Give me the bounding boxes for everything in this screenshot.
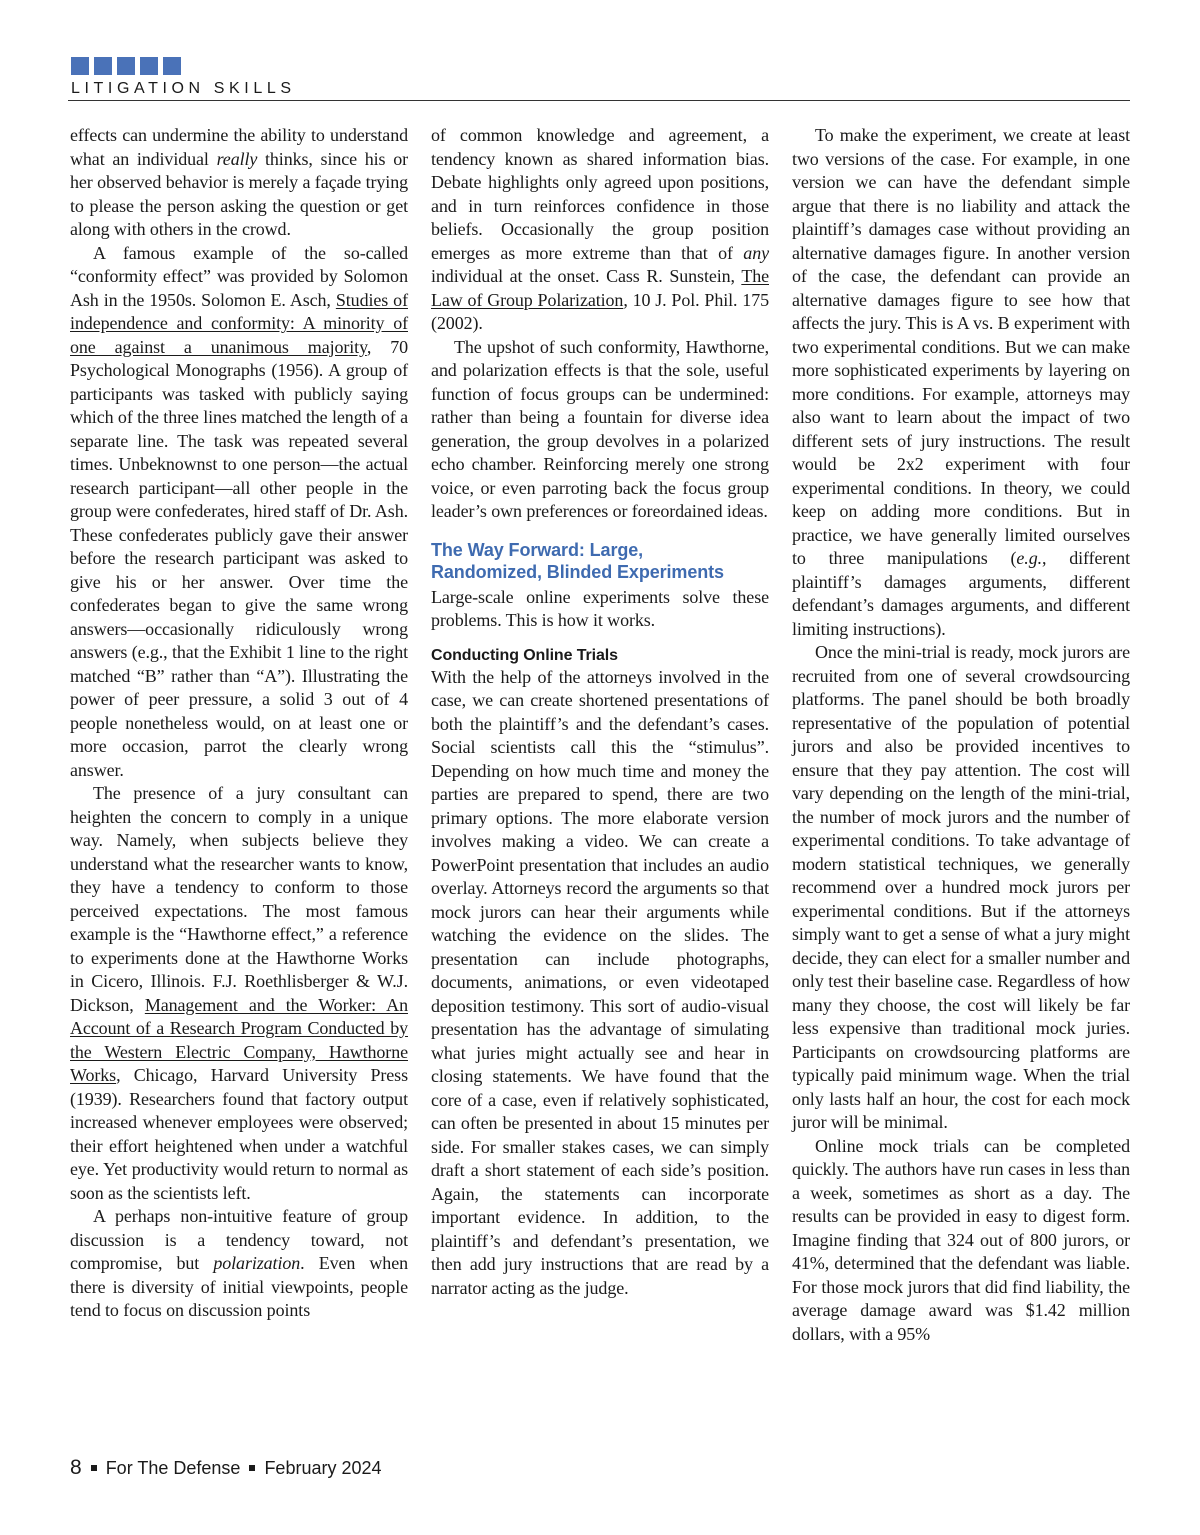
section-label: LITIGATION SKILLS — [71, 80, 296, 97]
column-2 — [431, 124, 769, 1300]
column-1 — [70, 124, 408, 1323]
citation-link: Management and the Worker: An Account of a Research Program Conducted by the Western Electric Company, Hawthorne Works — [70, 994, 408, 1085]
square-icon — [71, 57, 89, 75]
paragraph: The presence of a jury consultant can heighten the concern to comply in a unique way. Namely, when subjects believe they understand what the researcher wants to know, they have a tendency to conform to those perceived expectations. The most famous example is the “Hawthorne effect,” a reference to experiments done at the Hawthorne Works in Cicero, Illinois. F.J. Roethlisberger & W.J. Dickson, Management and the Worker: An Account of a Research Program Conducted by the Western Electric Company, Hawthorne Works, Chicago, Harvard University Press (1939). Researchers found that factory output increased whenever employees were observed; their effort heightened when under a watchful eye. Yet productivity would return to normal as soon as the scientists left. — [70, 783, 408, 1203]
publication-name: For The Defense — [105, 1457, 241, 1478]
paragraph: effects can undermine the ability to understand what an individual really thinks, since his or her observed behavior is merely a façade trying to please the person asking the question or get along with others in the crowd. — [70, 125, 408, 239]
paragraph: Once the mini-trial is ready, mock jurors are recruited from one of several crowdsourcing platforms. The panel should be both broadly representative of the population of potential jurors and also be provided incentives to ensure that they pay attention. The cost will vary depending on the length of the mini-trial, the number of mock jurors and the number of experimental conditions. To take advantage of modern statistical techniques, we generally recommend over a hundred mock jurors per experimental conditions. But if the attorneys simply want to get a sense of what a jury might decide, they can elect for a smaller number and only test their baseline case. Regardless of how many they choose, the cost will likely be far less expensive than traditional mock juries. Participants on crowdsourcing platforms are typically paid minimum wage. When the trial only lasts half an hour, the cost for each mock juror will be minimal. — [792, 642, 1130, 1132]
square-icon — [117, 57, 135, 75]
square-bullet-icon — [249, 1465, 255, 1471]
square-bullet-icon — [91, 1465, 97, 1471]
column-3 — [792, 124, 1130, 1346]
square-icon — [163, 57, 181, 75]
page-footer — [70, 1456, 382, 1480]
paragraph: Online mock trials can be completed quickly. The authors have run cases in less than a week, sometimes as short as a day. The results can be provided in easy to digest form. Imagine finding that 324 out of 800 jurors, or 41%, determined that the defendant was liable. For those mock jurors that did find liability, the average damage award was $1.42 million dollars, with a 95% — [792, 1135, 1130, 1344]
section-heading: The Way Forward: Large, Randomized, Blinded Experiments — [431, 539, 724, 582]
square-icon — [94, 57, 112, 75]
paragraph: The upshot of such conformity, Hawthorne, and polarization effects is that the sole, useful function of focus groups can be undermined: rather than being a fountain for diverse idea generation, the group devolves in a polarized echo chamber. Reinforcing merely one strong voice, or even parroting back the focus group leader’s own preferences or foreordained ideas. — [431, 336, 769, 521]
header-rule — [68, 100, 1130, 101]
paragraph: A famous example of the so-called “conformity effect” was provided by Solomon Ash in the 1950s. Solomon E. Asch, Studies of independence and conformity: A minority of one against a unanimous majority, 70 Psychological Monographs (1956). A group of participants was tasked with publicly saying which of the three lines matched the length of a separate line. The task was repeated several times. Unbeknownst to one person—the actual research participant—all other people in the group were confederates, hired staff of Dr. Ash. These confederates publicly gave their answer before the research participant was asked to give his or her answer. Over time the confederates began to give the same wrong answers—occasionally ridiculously wrong answers (e.g., that the Exhibit 1 line to the right matched “B” rather than “A”). Illustrating the power of peer pressure, a solid 3 out of 4 people nonetheless would, on at least one or more occasion, parrot the clearly wrong answer. — [70, 242, 408, 780]
section-decor-squares — [71, 57, 181, 75]
square-icon — [140, 57, 158, 75]
paragraph: To make the experiment, we create at least two versions of the case. For example, in one version we can have the defendant simple argue that there is no liability and attack the plaintiff’s damages case without providing an alternative damages figure. In another version of the case, the defendant can provide an alternative damages figure to see how that affects the jury. This is A vs. B experiment with two experimental conditions. But we can make more sophisticated experiments by layering on more conditions. For example, attorneys may also want to learn about the impact of two different sets of jury instructions. The result would be 2x2 experiment with four experimental conditions. In theory, we could keep on adding more conditions. But in practice, we have generally limited ourselves to three manipulations (e.g., different plaintiff’s damages arguments, different defendant’s damages arguments, and different limiting instructions). — [792, 125, 1130, 639]
issue-date: February 2024 — [264, 1457, 382, 1478]
paragraph: A perhaps non-intuitive feature of group discussion is a tendency toward, not compromise, but polarization. Even when there is diversity of initial viewpoints, people tend to focus on discussion points — [70, 1206, 408, 1320]
page-number: 8 — [70, 1456, 82, 1479]
paragraph: of common knowledge and agreement, a tendency known as shared information bias. Debate highlights only agreed upon positions, and in turn reinforces confidence in those beliefs. Occasionally the group position emerges as more extreme than that of any individual at the onset. Cass R. Sunstein, The Law of Group Polarization, 10 J. Pol. Phil. 175 (2002). — [431, 125, 769, 333]
citation-link: Studies of independence and conformity: A minority of one against a unanimous majority — [70, 289, 408, 357]
paragraph: With the help of the attorneys involved in the case, we can create shortened presentations of both the plaintiff’s and the defendant’s cases. Social scientists call this the “stimulus”. Depending on how much time and money the parties are prepared to spend, there are two primary options. The more elaborate version involves making a video. We can create a PowerPoint presentation that includes an audio overlay. Attorneys record the arguments so that mock jurors can hear their arguments while watching the evidence on the slides. The presentation can include photographs, documents, animations, or even videotaped deposition testimony. This sort of audio-visual presentation has the advantage of simulating what juries might actually see and hear in closing statements. We have found that the core of a case, even if relatively sophisticated, can often be presented in about 15 minutes per side. For smaller stakes cases, we can simply draft a short statement of each side’s position. Again, the statements can incorporate important evidence. In addition, to the plaintiff’s and defendant’s presentation, we then add jury instructions that are read by a narrator acting as the judge. — [431, 666, 769, 1298]
paragraph: Large-scale online experiments solve these problems. This is how it works. — [431, 586, 769, 630]
citation-link: The Law of Group Polarization — [431, 266, 769, 310]
subsection-heading: Conducting Online Trials — [431, 646, 618, 664]
